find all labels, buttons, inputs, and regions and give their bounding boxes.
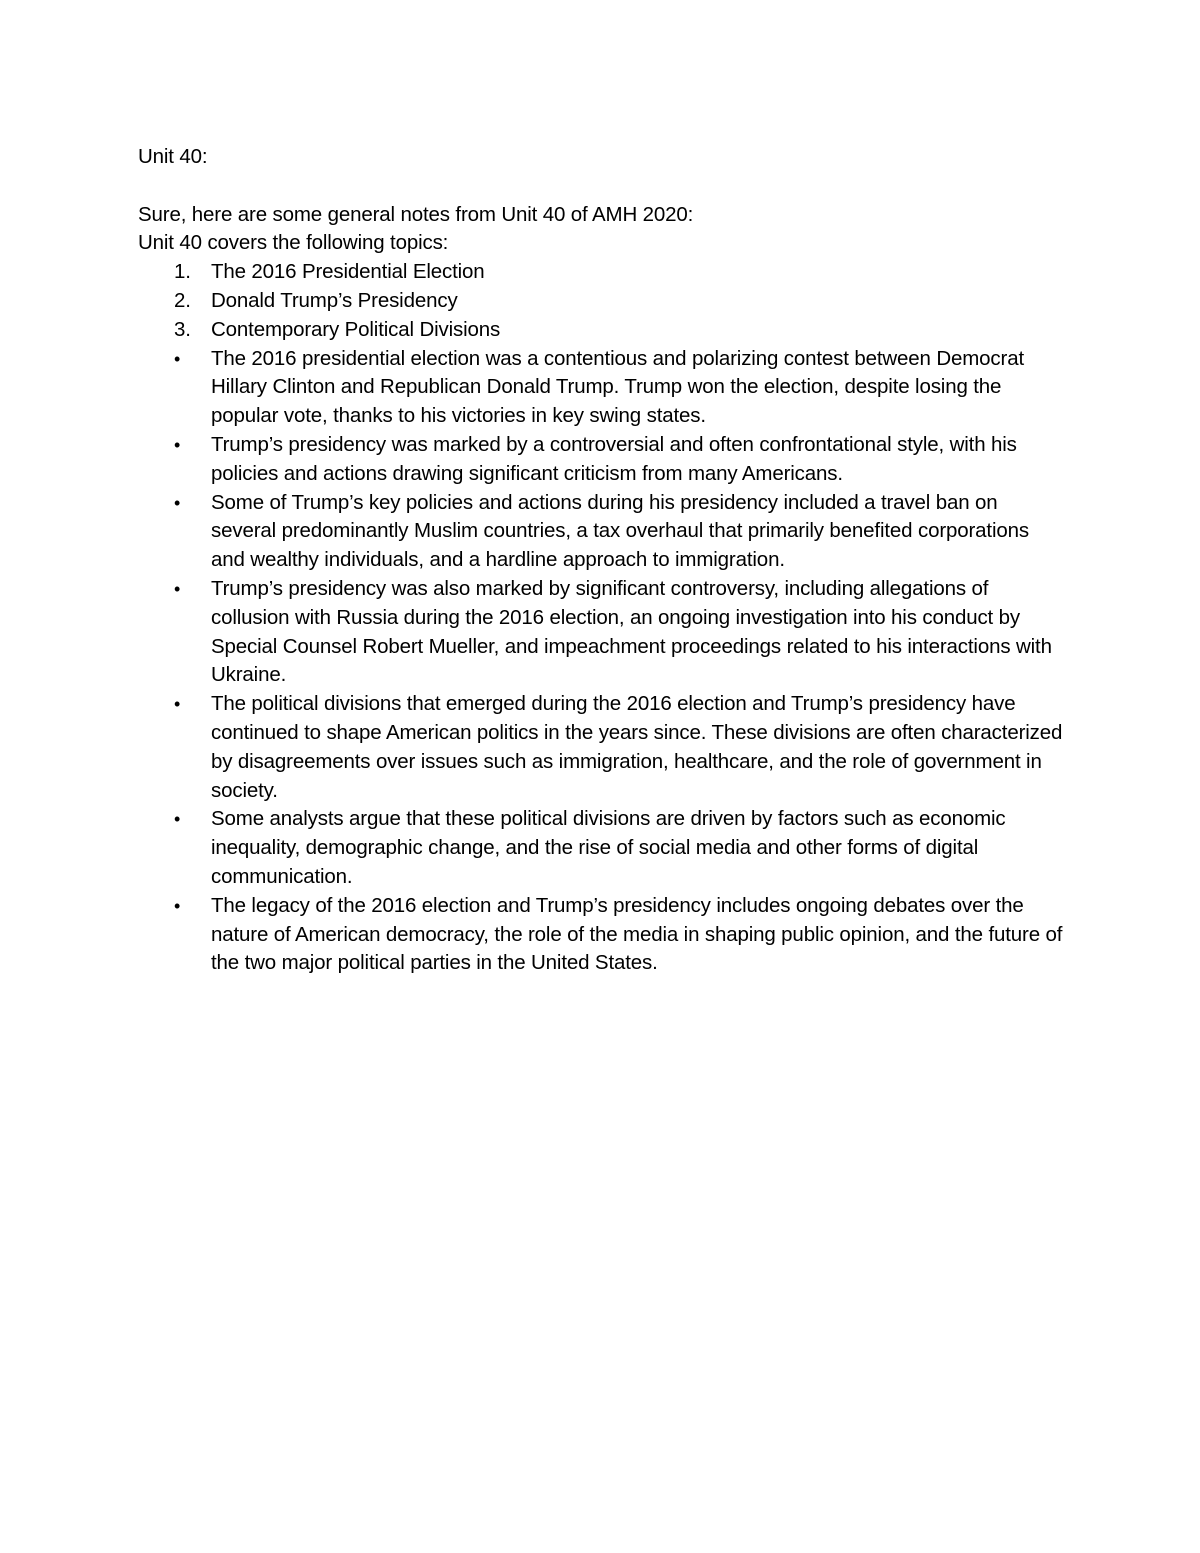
topic-number: 1. [174,260,191,284]
bullet-icon: • [174,492,181,513]
note-item [138,431,1068,489]
note-text: The 2016 presidential election was a contentious and polarizing contest between Democrat Hillary Clinton and Republican Donald Trump. Trump won the election, despite losing the popular vote, thanks to his victories in key swing states. [211,346,1024,428]
topics-heading: Unit 40 covers the following topics: [138,231,449,255]
note-text: Some analysts argue that these political divisions are driven by factors such as economic inequality, demographic change, and the rise of social media and other forms of digital communication. [211,807,1006,888]
topic-number: 2. [174,288,191,312]
topic-text: The 2016 Presidential Election [211,260,485,284]
note-text: The legacy of the 2016 election and Trump’s presidency includes ongoing debates over the nature of American democracy, the role of the media in shaping public opinion, and the future of the two major political parties in the United States. [211,893,1063,975]
note-item [138,345,1068,431]
note-item [138,489,1068,575]
document-body [138,143,1068,978]
topic-item [138,316,1068,345]
topic-text: Contemporary Political Divisions [211,317,501,341]
bullet-icon: • [174,694,181,715]
note-text: Trump’s presidency was marked by a controversial and often confrontational style, with his policies and actions drawing significant criticism from many Americans. [211,432,1017,485]
topics-list [138,258,1068,344]
topic-number: 3. [174,317,191,341]
bullet-icon: • [174,434,181,455]
bullet-icon: • [174,809,181,830]
topic-item [138,287,1068,316]
note-text: The political divisions that emerged during the 2016 election and Trump’s presidency have continued to shape American politics in the years since. These divisions are often characterized by disagreements over issues such as immigration, healthcare, and the role of government in society. [211,692,1063,802]
note-item [138,690,1068,805]
blank-line [138,172,1068,201]
note-item [138,892,1068,978]
note-text: Trump’s presidency was also marked by significant controversy, including allegations of collusion with Russia during the 2016 election, an ongoing investigation into his conduct by Special Counsel Robert Mueller, and impeachment proceedings related to his interactions with Ukraine. [211,576,1052,687]
document-title: Unit 40: [138,145,208,168]
topic-text: Donald Trump’s Presidency [211,288,458,312]
bullet-icon: • [174,348,181,369]
bullet-icon: • [174,578,181,599]
note-text: Some of Trump’s key policies and actions during his presidency included a travel ban on several predominantly Muslim countries, a tax overhaul that primarily benefited corporations and wealthy individuals, and a hardline approach to immigration. [211,490,1029,572]
bullet-icon: • [174,895,181,916]
topic-item [138,258,1068,287]
intro-paragraph: Sure, here are some general notes from Unit 40 of AMH 2020: [138,202,694,226]
note-item [138,805,1068,891]
note-item [138,575,1068,690]
notes-list [138,345,1068,979]
